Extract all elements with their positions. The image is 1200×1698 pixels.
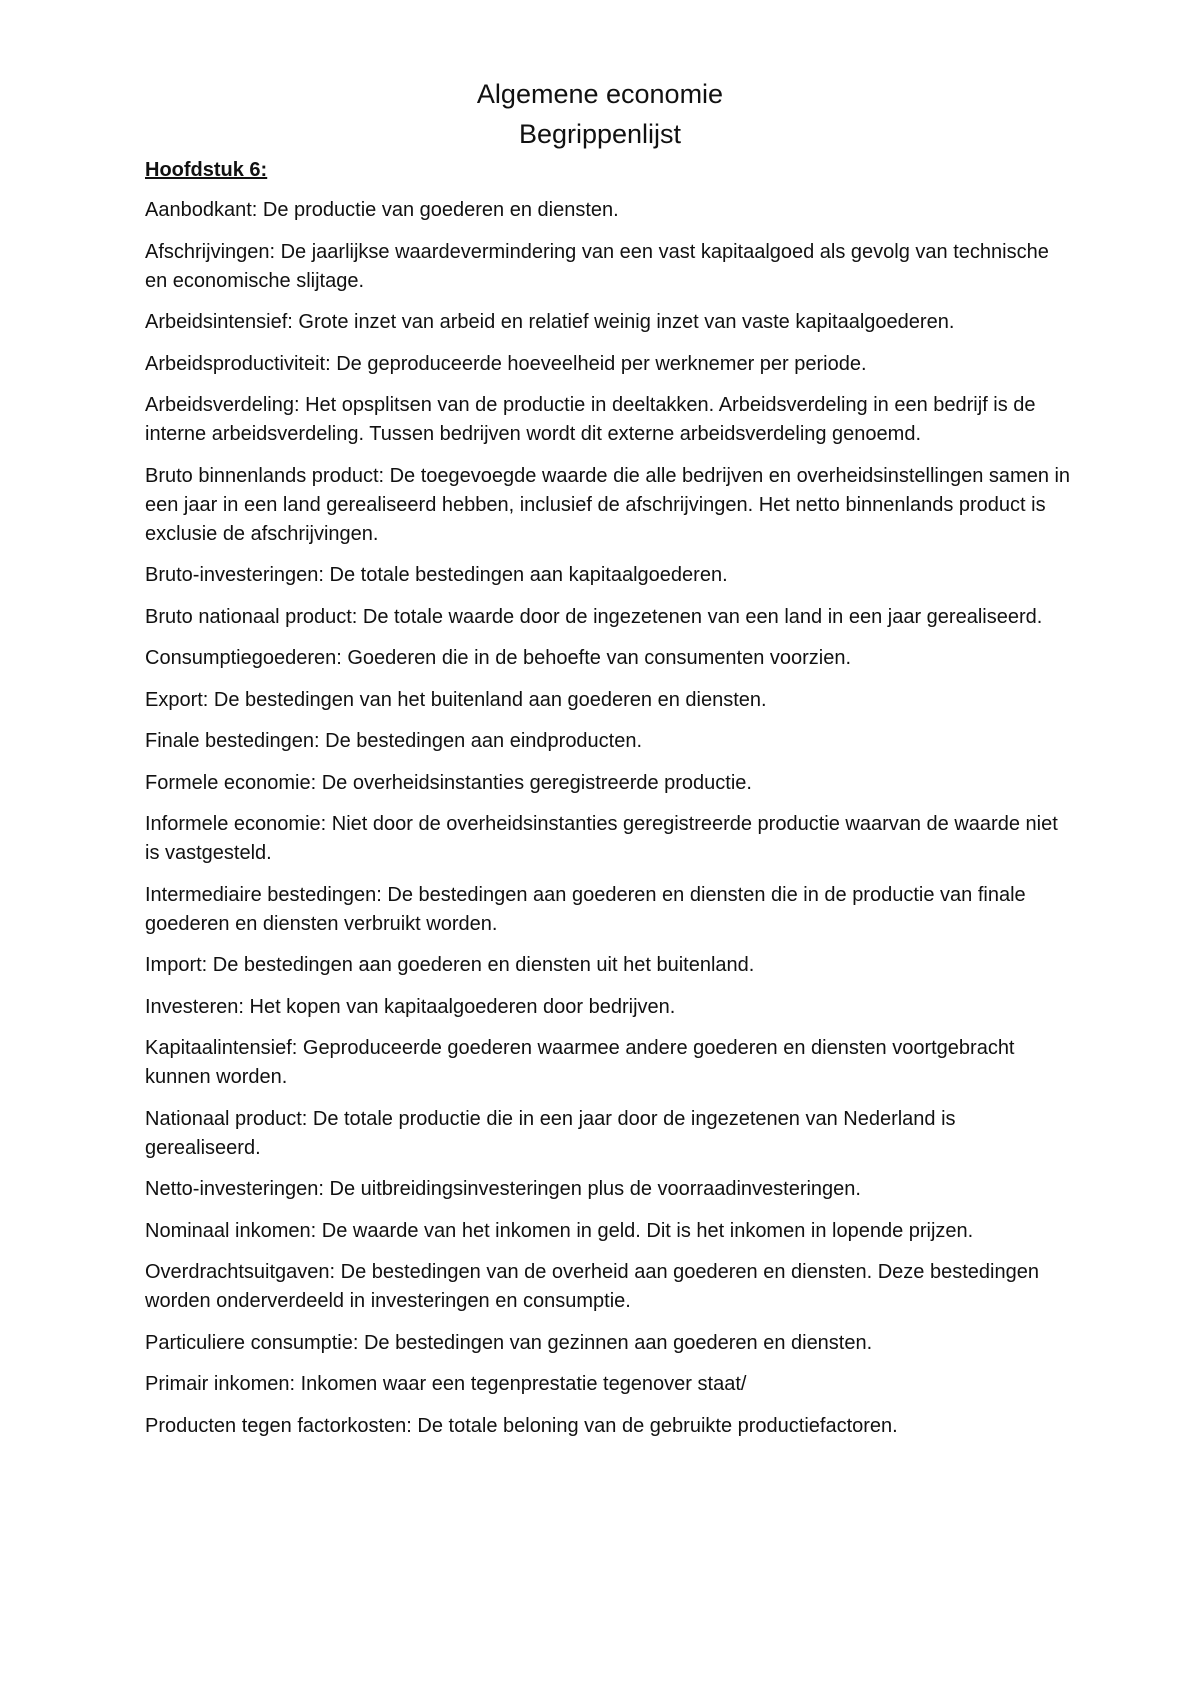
glossary-entry: Arbeidsverdeling: Het opsplitsen van de productie in deeltakken. Arbeidsverdeling in een bedrijf is de interne arbeidsverdeling. Tussen bedrijven wordt dit externe arbeidsverdeling genoemd. xyxy=(145,394,1036,445)
glossary-entry: Arbeidsproductiviteit: De geproduceerde hoeveelheid per werknemer per periode. xyxy=(145,352,867,375)
glossary-entry: Export: De bestedingen van het buitenland aan goederen en diensten. xyxy=(145,688,767,711)
document-subtitle: Begrippenlijst xyxy=(518,119,682,149)
glossary-entry: Arbeidsintensief: Grote inzet van arbeid en relatief weinig inzet van vaste kapitaalgoederen. xyxy=(145,311,955,333)
glossary-entry: Investeren: Het kopen van kapitaalgoederen door bedrijven. xyxy=(145,995,676,1018)
glossary-entry: Primair inkomen: Inkomen waar een tegenprestatie tegenover staat/ xyxy=(145,1373,747,1395)
glossary-entry: Overdrachtsuitgaven: De bestedingen van de overheid aan goederen en diensten. Deze bestedingen worden onderverdeeld in investeringen en consumptie. xyxy=(145,1261,1039,1312)
glossary-entry: Nationaal product: De totale productie die in een jaar door de ingezetenen van Nederland is gerealiseerd. xyxy=(145,1107,956,1159)
glossary-entry: Afschrijvingen: De jaarlijkse waardevermindering van een vast kapitaalgoed als gevolg van technische en economische slijtage. xyxy=(145,240,1049,292)
glossary-entry: Finale bestedingen: De bestedingen aan eindproducten. xyxy=(145,730,643,752)
glossary-entry: Bruto-investeringen: De totale bestedingen aan kapitaalgoederen. xyxy=(145,564,728,586)
glossary-entry: Formele economie: De overheidsinstanties geregistreerde productie. xyxy=(145,771,752,794)
glossary-entry: Producten tegen factorkosten: De totale beloning van de gebruikte productiefactoren. xyxy=(145,1414,898,1437)
document-title: Algemene economie xyxy=(476,79,724,109)
glossary-entry: Informele economie: Niet door de overheidsinstanties geregistreerde productie waarvan de waarde niet is vastgesteld. xyxy=(145,813,1058,864)
glossary-entry: Kapitaalintensief: Geproduceerde goederen waarmee andere goederen en diensten voortgebracht kunnen worden. xyxy=(145,1037,1015,1088)
glossary-entry: Aanbodkant: De productie van goederen en diensten. xyxy=(145,199,619,221)
document-body xyxy=(145,156,1075,1453)
glossary-entry: Bruto nationaal product: De totale waarde door de ingezetenen van een land in een jaar gerealiseerd. xyxy=(145,605,1043,628)
glossary-entry: Import: De bestedingen aan goederen en diensten uit het buitenland. xyxy=(145,954,755,976)
glossary-entry: Intermediaire bestedingen: De bestedingen aan goederen en diensten die in de productie van finale goederen en diensten verbruikt worden. xyxy=(145,883,1026,935)
chapter-heading: Hoofdstuk 6: xyxy=(145,159,268,181)
glossary-entry: Consumptiegoederen: Goederen die in de behoefte van consumenten voorzien. xyxy=(145,647,852,669)
title-block xyxy=(0,74,1200,154)
glossary-entry: Particuliere consumptie: De bestedingen van gezinnen aan goederen en diensten. xyxy=(145,1331,873,1354)
glossary-entry: Nominaal inkomen: De waarde van het inkomen in geld. Dit is het inkomen in lopende prijzen. xyxy=(145,1219,974,1242)
glossary-entry: Netto-investeringen: De uitbreidingsinvesteringen plus de voorraadinvesteringen. xyxy=(145,1178,861,1200)
glossary-entry: Bruto binnenlands product: De toegevoegde waarde die alle bedrijven en overheidsinstellingen samen in een jaar in een land gerealiseerd hebben, inclusief de afschrijvingen. Het netto binnenlands product is exclusie de afschrijvingen. xyxy=(145,464,1071,545)
